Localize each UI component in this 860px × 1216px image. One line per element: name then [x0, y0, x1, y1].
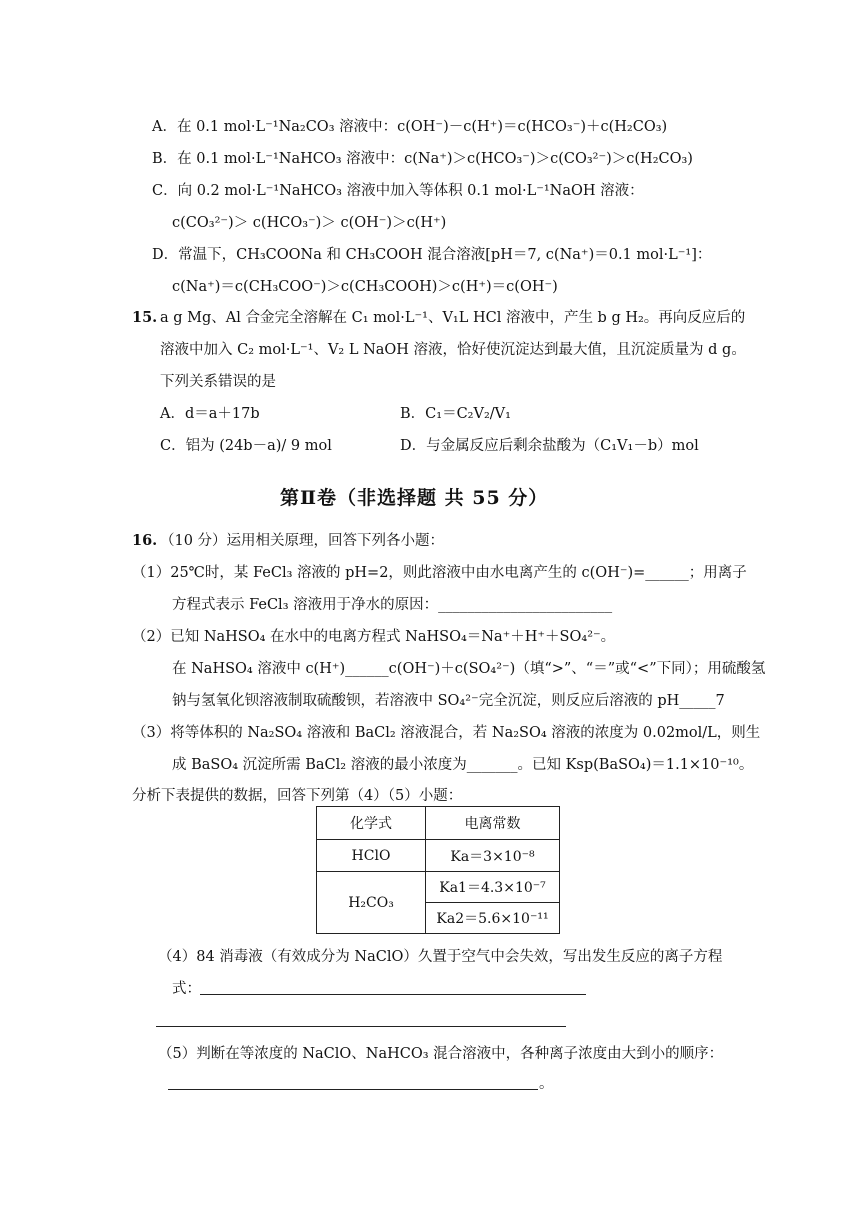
- table-cell-h2co3-ka2: Ka2＝5.6×10⁻¹¹: [426, 903, 560, 934]
- table-cell-hclo-formula: HClO: [317, 840, 426, 872]
- q16-part2-line1: （2）已知 NaHSO₄ 在水中的电离方程式 NaHSO₄＝Na⁺＋H⁺＋SO₄²⁻。: [132, 629, 616, 645]
- q16-part3-line2: 成 BaSO₄ 沉淀所需 BaCl₂ 溶液的最小浓度为_______。已知 Ksp(BaSO₄)＝1.1×10⁻¹⁰。: [172, 757, 754, 773]
- table-cell-hclo-ka: Ka＝3×10⁻⁸: [426, 840, 560, 872]
- table-header-formula: 化学式: [317, 807, 426, 840]
- q14-option-d-cont: c(Na⁺)＝c(CH₃COO⁻)＞c(CH₃COOH)＞c(H⁺)＝c(OH⁻): [172, 279, 558, 295]
- table-cell-h2co3-formula: H₂CO₃: [317, 872, 426, 934]
- q14-option-d: D．常温下，CH₃COONa 和 CH₃COOH 混合溶液[pH＝7, c(Na⁺)＝0.1 mol·L⁻¹]：: [152, 247, 712, 263]
- q14-option-a: A．在 0.1 mol·L⁻¹Na₂CO₃ 溶液中：c(OH⁻)－c(H⁺)＝c(HCO₃⁻)＋c(H₂CO₃): [152, 119, 668, 135]
- q15-stem-line2: 溶液中加入 C₂ mol·L⁻¹、V₂ L NaOH 溶液，恰好使沉淀达到最大值，且沉淀质量为 d g。: [160, 342, 746, 358]
- answer-line-part4-b: [156, 1026, 566, 1027]
- q14-option-b: B．在 0.1 mol·L⁻¹NaHCO₃ 溶液中：c(Na⁺)＞c(HCO₃⁻)＞c(CO₃²⁻)＞c(H₂CO₃): [152, 151, 693, 167]
- q16-part2-line3: 钠与氢氧化钡溶液制取硫酸钡，若溶液中 SO₄²⁻完全沉淀，则反应后溶液的 pH_____7: [172, 693, 725, 709]
- q14-option-c-cont: c(CO₃²⁻)＞ c(HCO₃⁻)＞ c(OH⁻)＞c(H⁺): [172, 215, 447, 231]
- q15-stem-line1: a g Mg、Al 合金完全溶解在 C₁ mol·L⁻¹、V₁L HCl 溶液中，产生 b g H₂。再向反应后的: [160, 310, 746, 326]
- q15-number: 15.: [132, 309, 158, 326]
- q16-part1-line2: 方程式表示 FeCl₃ 溶液用于净水的原因：________________________: [172, 597, 613, 613]
- q16-part5-end: 。: [539, 1076, 554, 1092]
- q15-option-c: C．铝为 (24b－a)/ 9 mol: [160, 438, 332, 454]
- q16-part4-line2: 式：: [172, 981, 201, 997]
- q14-option-c: C．向 0.2 mol·L⁻¹NaHCO₃ 溶液中加入等体积 0.1 mol·L⁻¹NaOH 溶液：: [152, 183, 644, 199]
- answer-line-part5: [168, 1089, 538, 1090]
- q16-part3-line1: （3）将等体积的 Na₂SO₄ 溶液和 BaCl₂ 溶液混合，若 Na₂SO₄ 溶液的浓度为 0.02mol/L，则生: [132, 725, 761, 741]
- q15-option-d: D．与金属反应后剩余盐酸为（C₁V₁－b）mol: [400, 438, 699, 454]
- q16-part1-line1: （1）25℃时，某 FeCl₃ 溶液的 pH=2，则此溶液中由水电离产生的 c(OH⁻)=______；用离子: [132, 565, 747, 581]
- ionization-constant-table: [316, 806, 560, 934]
- q15-option-a: A．d＝a＋17b: [160, 406, 260, 422]
- q15-option-b: B．C₁＝C₂V₂/V₁: [400, 406, 511, 422]
- answer-line-part4-a: [200, 994, 586, 995]
- table-header-constant: 电离常数: [426, 807, 560, 840]
- section-heading: 第Ⅱ卷（非选择题 共 55 分）: [280, 487, 549, 509]
- q16-table-intro: 分析下表提供的数据，回答下列第（4）（5）小题：: [132, 788, 463, 804]
- q16-intro: （10 分）运用相关原理，回答下列各小题：: [160, 533, 445, 549]
- table-cell-h2co3-ka1: Ka1＝4.3×10⁻⁷: [426, 872, 560, 903]
- q15-stem-line3: 下列关系错误的是: [160, 374, 276, 390]
- q16-part4-line1: （4）84 消毒液（有效成分为 NaClO）久置于空气中会失效，写出发生反应的离子方程: [158, 949, 723, 965]
- q16-number: 16.: [132, 532, 158, 549]
- q16-part5-line1: （5）判断在等浓度的 NaClO、NaHCO₃ 混合溶液中，各种离子浓度由大到小的顺序：: [158, 1046, 724, 1062]
- q16-part2-line2: 在 NaHSO₄ 溶液中 c(H⁺)______c(OH⁻)＋c(SO₄²⁻)（填“>”、“＝”或“<”下同）；用硫酸氢: [172, 661, 766, 677]
